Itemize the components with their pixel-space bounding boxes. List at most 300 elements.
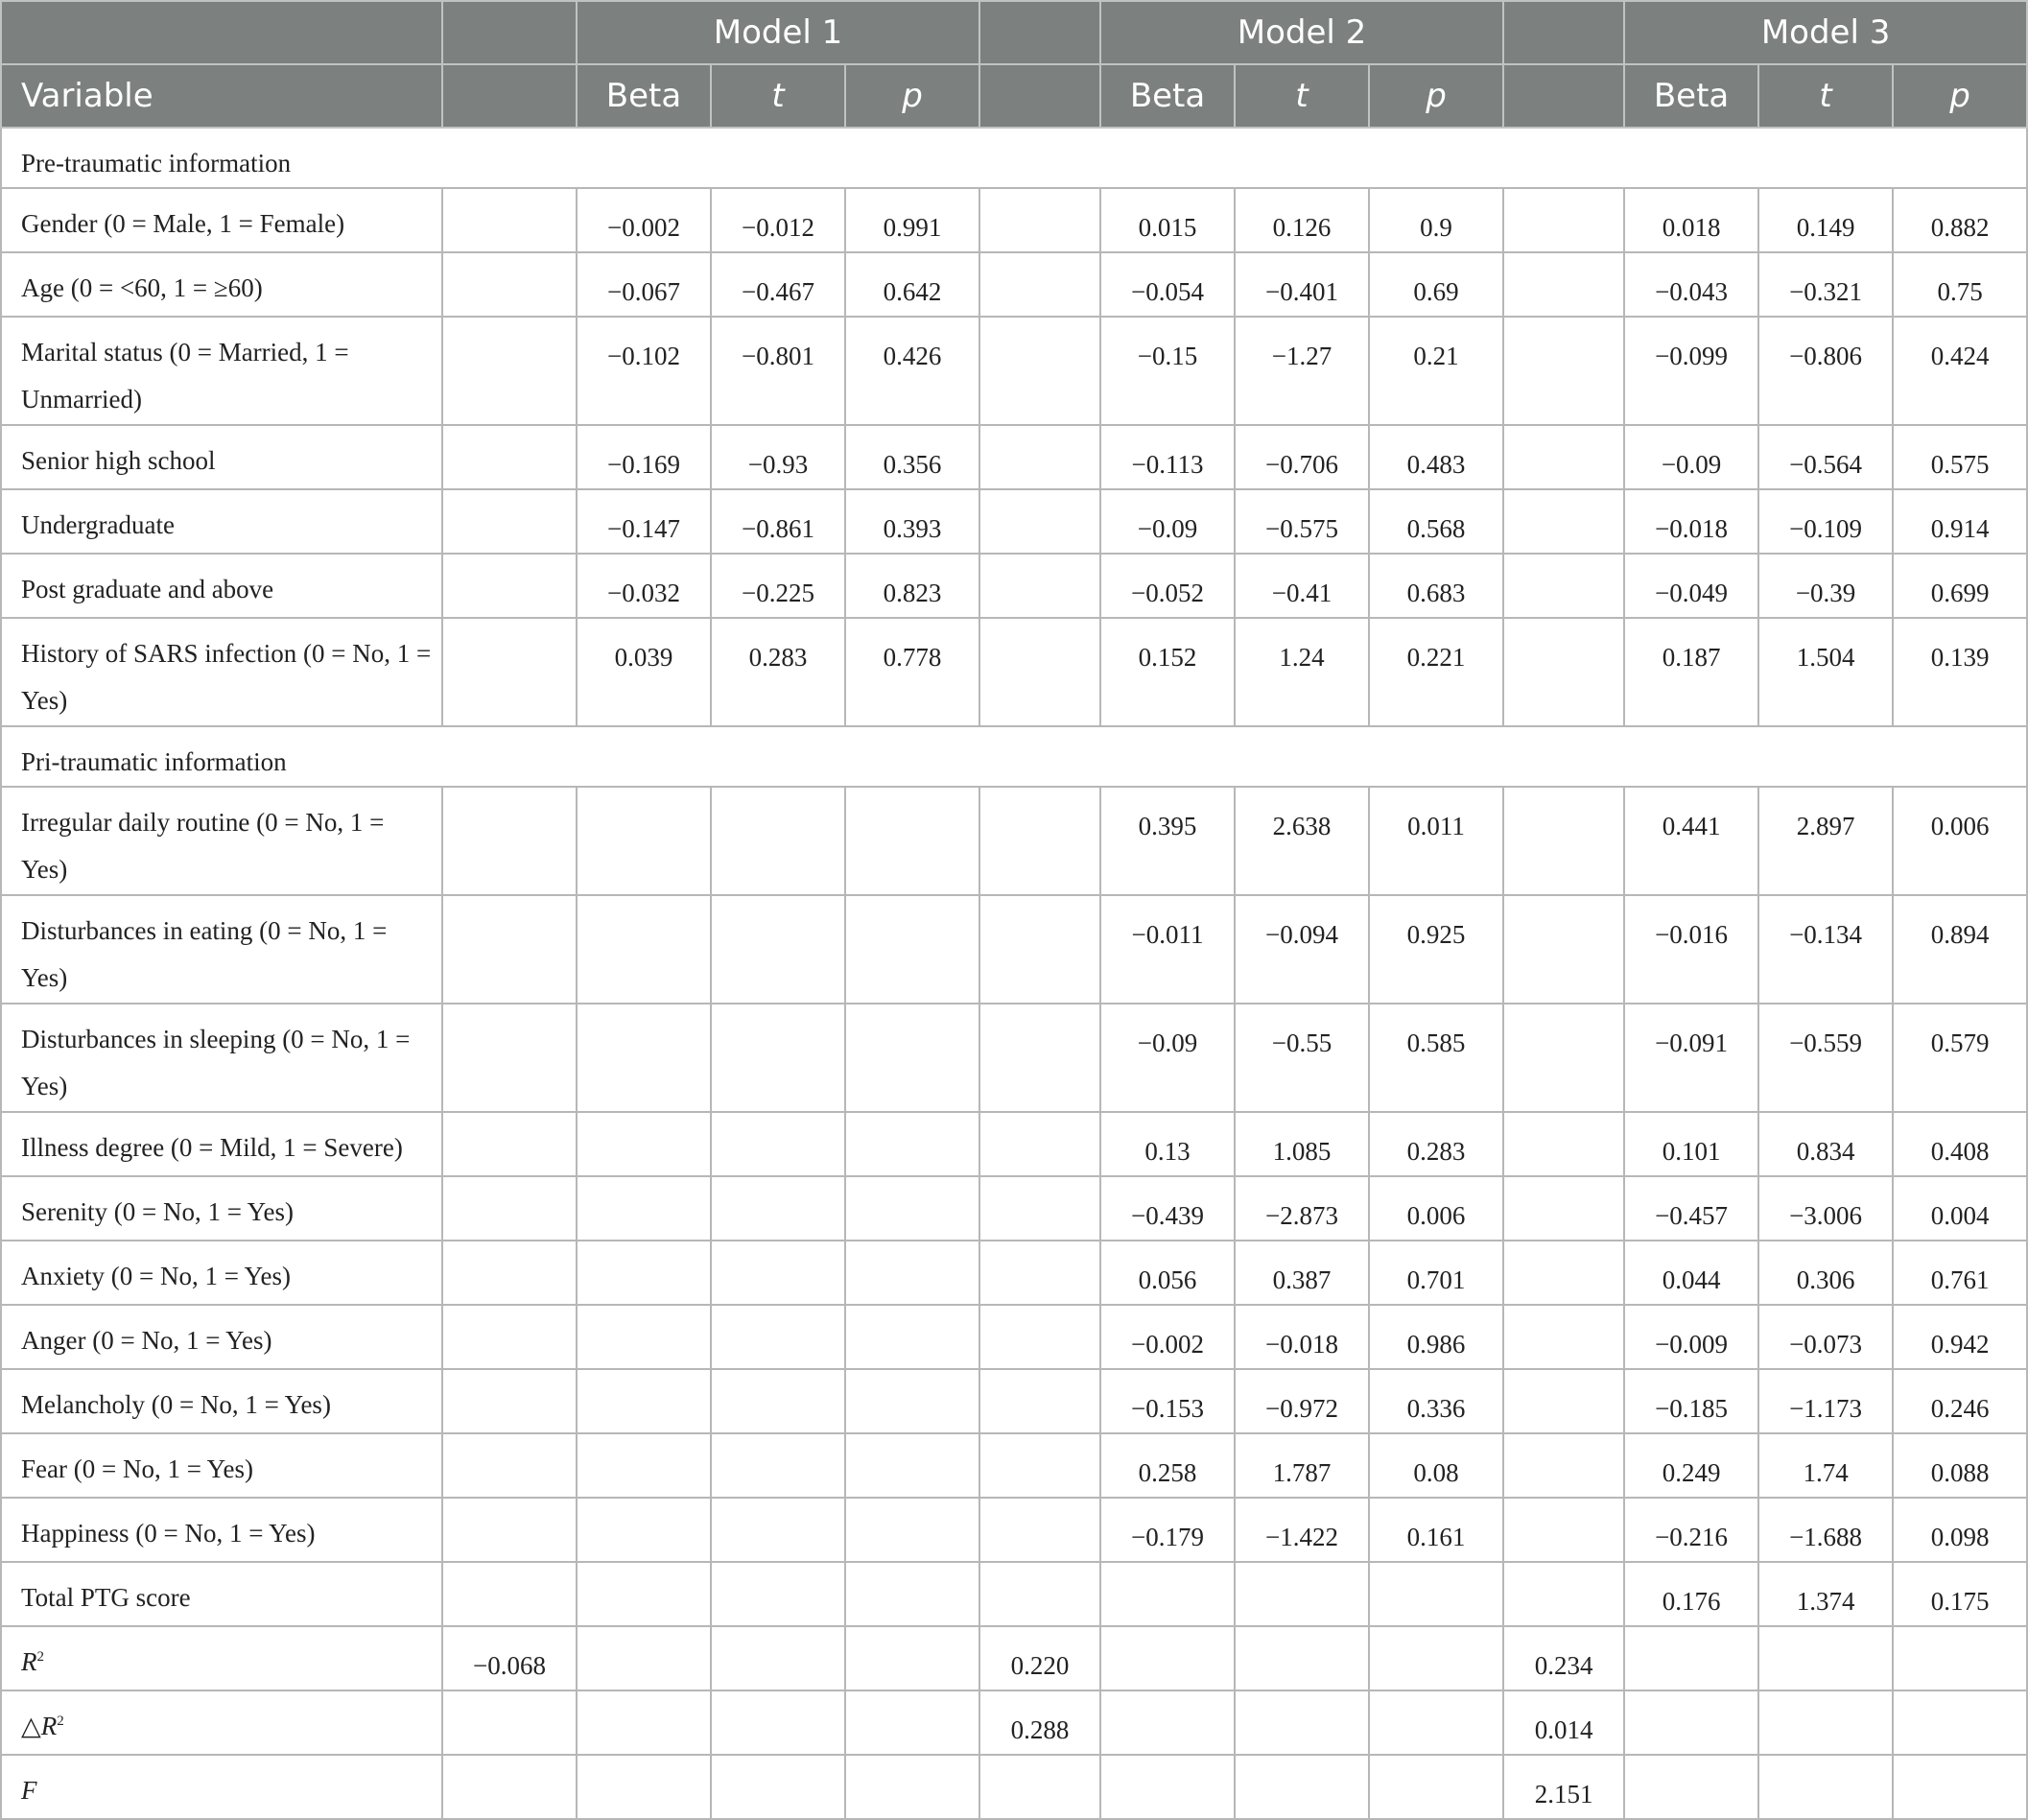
table-row (1, 1562, 2027, 1626)
table-row (1, 1369, 2027, 1433)
stat-value: 0.234 (1503, 1626, 1624, 1690)
m2-beta-value: 0.13 (1100, 1112, 1235, 1176)
m1-t-value (711, 1004, 845, 1112)
m3-t-value: 1.374 (1758, 1562, 1893, 1626)
section-pri-traumatic: Pri-traumatic information (1, 726, 2027, 787)
summary-cell (442, 1176, 577, 1241)
m1-beta-value (577, 1112, 711, 1176)
m1-beta-value (577, 895, 711, 1004)
m1-t-value (711, 1498, 845, 1562)
empty-cell (711, 1626, 845, 1690)
m1-p-value: 0.393 (845, 489, 979, 554)
stat-label (1, 1690, 442, 1755)
m2-t-value: −0.55 (1235, 1004, 1369, 1112)
summary-cell (979, 1176, 1100, 1241)
m3-beta-value: −0.009 (1624, 1305, 1758, 1369)
m2-t-value: −0.41 (1235, 554, 1369, 618)
summary-cell (979, 317, 1100, 425)
m1-t-value (711, 1433, 845, 1498)
m1-beta-value (577, 1241, 711, 1305)
m2-beta-value: −0.113 (1100, 425, 1235, 489)
empty-cell (1624, 1755, 1758, 1819)
variable-header: Variable (1, 64, 442, 128)
variable-label: Serenity (0 = No, 1 = Yes) (1, 1176, 442, 1241)
m1-p-value (845, 1433, 979, 1498)
empty-cell (845, 1690, 979, 1755)
table-row (1, 489, 2027, 554)
m1-p-value (845, 787, 979, 895)
variable-label: Illness degree (0 = Mild, 1 = Severe) (1, 1112, 442, 1176)
stat-label (1, 1626, 442, 1690)
m2-t-header: t (1235, 64, 1369, 128)
m1-p-header: p (845, 64, 979, 128)
m1-beta-value (577, 1176, 711, 1241)
empty-cell (577, 1690, 711, 1755)
empty-cell (1369, 1755, 1503, 1819)
stat-label-triangle: △ (21, 1712, 41, 1740)
m2-t-value: 1.787 (1235, 1433, 1369, 1498)
empty-cell (1369, 1626, 1503, 1690)
summary-cell (442, 425, 577, 489)
summary-cell (979, 895, 1100, 1004)
summary-cell (1503, 1369, 1624, 1433)
summary-cell (442, 489, 577, 554)
variable-label: Happiness (0 = No, 1 = Yes) (1, 1498, 442, 1562)
summary-cell (979, 1498, 1100, 1562)
summary-cell (979, 618, 1100, 726)
m1-beta-value (577, 1433, 711, 1498)
empty-cell (1758, 1626, 1893, 1690)
summary-cell (1503, 1004, 1624, 1112)
summary-cell (1503, 895, 1624, 1004)
column-header-row (1, 64, 2027, 128)
summary-cell (1503, 787, 1624, 895)
m2-p-value: 0.161 (1369, 1498, 1503, 1562)
m2-beta-value: −0.09 (1100, 1004, 1235, 1112)
summary-cell (979, 787, 1100, 895)
m2-t-value: 1.085 (1235, 1112, 1369, 1176)
m3-t-value: −1.688 (1758, 1498, 1893, 1562)
summary-cell (979, 425, 1100, 489)
m2-p-value: 0.08 (1369, 1433, 1503, 1498)
empty-cell (845, 1626, 979, 1690)
m1-t-value (711, 1369, 845, 1433)
m2-beta-value: −0.09 (1100, 489, 1235, 554)
m2-t-value: −1.27 (1235, 317, 1369, 425)
m1-beta-value: −0.147 (577, 489, 711, 554)
m2-t-value: −0.972 (1235, 1369, 1369, 1433)
m2-p-value: 0.986 (1369, 1305, 1503, 1369)
m3-p-value: 0.006 (1893, 787, 2027, 895)
summary-cell (442, 554, 577, 618)
summary-cell (442, 1241, 577, 1305)
m1-p-value: 0.356 (845, 425, 979, 489)
summary-cell (979, 1369, 1100, 1433)
m3-beta-value: 0.101 (1624, 1112, 1758, 1176)
empty-cell (711, 1755, 845, 1819)
m3-p-value: 0.004 (1893, 1176, 2027, 1241)
summary-cell (442, 188, 577, 252)
m1-beta-value (577, 1305, 711, 1369)
m1-p-value: 0.778 (845, 618, 979, 726)
variable-label: Gender (0 = Male, 1 = Female) (1, 188, 442, 252)
summary-cell (979, 1112, 1100, 1176)
stat-value: 0.014 (1503, 1690, 1624, 1755)
summary-cell (1503, 1112, 1624, 1176)
m3-beta-value: −0.018 (1624, 489, 1758, 554)
model3-header: Model 3 (1624, 1, 2027, 64)
m1-beta-value (577, 1562, 711, 1626)
variable-label: Melancholy (0 = No, 1 = Yes) (1, 1369, 442, 1433)
variable-label: Fear (0 = No, 1 = Yes) (1, 1433, 442, 1498)
summary-cell (979, 1241, 1100, 1305)
m3-beta-value: 0.176 (1624, 1562, 1758, 1626)
m3-p-value: 0.579 (1893, 1004, 2027, 1112)
empty-cell (442, 1690, 577, 1755)
stat-label-letter: F (21, 1776, 37, 1805)
m3-beta-value: −0.099 (1624, 317, 1758, 425)
m2-beta-value: −0.052 (1100, 554, 1235, 618)
stat-value: 2.151 (1503, 1755, 1624, 1819)
m3-p-value: 0.424 (1893, 317, 2027, 425)
m1-p-value (845, 1369, 979, 1433)
model2-header: Model 2 (1100, 1, 1503, 64)
m2-t-value: −0.401 (1235, 252, 1369, 317)
empty-cell (1758, 1755, 1893, 1819)
empty-cell (1100, 1755, 1235, 1819)
table-row (1, 1112, 2027, 1176)
m3-t-header: t (1758, 64, 1893, 128)
m3-p-value: 0.246 (1893, 1369, 2027, 1433)
empty-cell (577, 1626, 711, 1690)
variable-label: History of SARS infection (0 = No, 1 = Yes) (1, 618, 442, 726)
m3-beta-value: 0.018 (1624, 188, 1758, 252)
m1-t-value: 0.283 (711, 618, 845, 726)
m2-t-value: 0.126 (1235, 188, 1369, 252)
m1-beta-value (577, 787, 711, 895)
m1-t-value (711, 787, 845, 895)
m1-t-value: −0.467 (711, 252, 845, 317)
m2-p-value: 0.483 (1369, 425, 1503, 489)
m2-t-value: 1.24 (1235, 618, 1369, 726)
m2-p-value: 0.006 (1369, 1176, 1503, 1241)
m1-beta-value: −0.102 (577, 317, 711, 425)
m1-beta-value (577, 1498, 711, 1562)
m3-p-value: 0.761 (1893, 1241, 2027, 1305)
m2-t-value: −0.575 (1235, 489, 1369, 554)
table-row (1, 895, 2027, 1004)
summary-cell (1503, 618, 1624, 726)
m1-p-value: 0.823 (845, 554, 979, 618)
table-row (1, 787, 2027, 895)
m3-beta-value: 0.044 (1624, 1241, 1758, 1305)
m3-p-value: 0.942 (1893, 1305, 2027, 1369)
m3-beta-value: 0.187 (1624, 618, 1758, 726)
m2-p-header: p (1369, 64, 1503, 128)
summary-cell (1503, 1241, 1624, 1305)
m1-p-value (845, 1241, 979, 1305)
m1-beta-value: −0.032 (577, 554, 711, 618)
empty-cell (1758, 1690, 1893, 1755)
summary-cell (1503, 1433, 1624, 1498)
table-row (1, 1241, 2027, 1305)
m3-p-value: 0.75 (1893, 252, 2027, 317)
m3-t-value: −0.564 (1758, 425, 1893, 489)
empty-cell (1100, 1626, 1235, 1690)
stat-value: 0.220 (979, 1626, 1100, 1690)
m2-beta-value: −0.179 (1100, 1498, 1235, 1562)
m3-t-value: −0.109 (1758, 489, 1893, 554)
m3-p-value: 0.914 (1893, 489, 2027, 554)
m3-t-value: 0.306 (1758, 1241, 1893, 1305)
m2-p-value: 0.283 (1369, 1112, 1503, 1176)
m2-p-value: 0.9 (1369, 188, 1503, 252)
summary-cell (1503, 1498, 1624, 1562)
m2-p-value (1369, 1562, 1503, 1626)
stat-label-letter: R (40, 1712, 58, 1740)
summary-cell (442, 787, 577, 895)
summary-cell (979, 252, 1100, 317)
m3-beta-header: Beta (1624, 64, 1758, 128)
empty-cell (979, 1755, 1100, 1819)
m3-t-value: −0.321 (1758, 252, 1893, 317)
empty-cell (1624, 1690, 1758, 1755)
empty-cell (1235, 1690, 1369, 1755)
section-pre-traumatic: Pre-traumatic information (1, 128, 2027, 188)
m3-p-value: 0.088 (1893, 1433, 2027, 1498)
m1-t-value: −0.012 (711, 188, 845, 252)
m1-p-value (845, 1562, 979, 1626)
m2-p-value: 0.683 (1369, 554, 1503, 618)
variable-label: Total PTG score (1, 1562, 442, 1626)
m2-t-value: 0.387 (1235, 1241, 1369, 1305)
empty-cell (1893, 1755, 2027, 1819)
m2-t-value: 2.638 (1235, 787, 1369, 895)
summary-cell (1503, 489, 1624, 554)
summary-cell (1503, 1305, 1624, 1369)
table-row (1, 252, 2027, 317)
variable-label: Anger (0 = No, 1 = Yes) (1, 1305, 442, 1369)
empty-cell (1369, 1690, 1503, 1755)
variable-label: Undergraduate (1, 489, 442, 554)
summary-cell (979, 554, 1100, 618)
empty-cell (711, 1690, 845, 1755)
empty-cell (442, 1755, 577, 1819)
summary-cell (1503, 252, 1624, 317)
m2-p-value: 0.21 (1369, 317, 1503, 425)
table-row (1, 1433, 2027, 1498)
m2-beta-value: 0.258 (1100, 1433, 1235, 1498)
variable-label: Marital status (0 = Married, 1 = Unmarried) (1, 317, 442, 425)
summary-cell (442, 1305, 577, 1369)
m1-beta-value: −0.067 (577, 252, 711, 317)
summary-cell (442, 1112, 577, 1176)
table-row (1, 1498, 2027, 1562)
m3-t-value: −1.173 (1758, 1369, 1893, 1433)
empty-cell (1235, 1626, 1369, 1690)
summary-cell (442, 252, 577, 317)
m1-t-value (711, 1305, 845, 1369)
m1-t-value (711, 895, 845, 1004)
section-row (1, 726, 2027, 787)
m1-p-value (845, 1004, 979, 1112)
stat-label-sup: 2 (36, 1649, 44, 1665)
m1-beta-value (577, 1369, 711, 1433)
m2-beta-value (1100, 1562, 1235, 1626)
r-squared-row (1, 1626, 2027, 1690)
summary-cell (1503, 317, 1624, 425)
m2-beta-header: Beta (1100, 64, 1235, 128)
m1-t-value: −0.861 (711, 489, 845, 554)
summary-cell (442, 1498, 577, 1562)
m2-beta-value: 0.015 (1100, 188, 1235, 252)
m1-beta-value: −0.002 (577, 188, 711, 252)
summary-cell (1503, 188, 1624, 252)
m3-t-value: 2.897 (1758, 787, 1893, 895)
empty-cell (1624, 1626, 1758, 1690)
m2-t-value: −0.018 (1235, 1305, 1369, 1369)
m1-t-value (711, 1562, 845, 1626)
summary-cell (442, 1369, 577, 1433)
m2-beta-value: −0.002 (1100, 1305, 1235, 1369)
stat-label-sup: 2 (57, 1714, 64, 1729)
m3-beta-value: −0.091 (1624, 1004, 1758, 1112)
summary-cell (442, 895, 577, 1004)
table-row (1, 188, 2027, 252)
empty-cell (845, 1755, 979, 1819)
m3-beta-value: −0.09 (1624, 425, 1758, 489)
m1-p-value: 0.426 (845, 317, 979, 425)
m3-t-value: −0.39 (1758, 554, 1893, 618)
m3-beta-value: 0.249 (1624, 1433, 1758, 1498)
m2-t-value: −2.873 (1235, 1176, 1369, 1241)
m3-p-value: 0.175 (1893, 1562, 2027, 1626)
m3-t-value: −0.559 (1758, 1004, 1893, 1112)
variable-label: Anxiety (0 = No, 1 = Yes) (1, 1241, 442, 1305)
m1-t-value: −0.801 (711, 317, 845, 425)
m3-beta-value: −0.043 (1624, 252, 1758, 317)
model1-header: Model 1 (577, 1, 979, 64)
variable-label: Age (0 = <60, 1 = ≥60) (1, 252, 442, 317)
empty-cell (1235, 1755, 1369, 1819)
m1-t-value: −0.93 (711, 425, 845, 489)
m3-t-value: −0.134 (1758, 895, 1893, 1004)
summary-cell (979, 489, 1100, 554)
m3-p-value: 0.699 (1893, 554, 2027, 618)
summary-cell (979, 1562, 1100, 1626)
m3-p-value: 0.139 (1893, 618, 2027, 726)
m3-t-value: 1.504 (1758, 618, 1893, 726)
m1-t-value (711, 1176, 845, 1241)
table-row (1, 618, 2027, 726)
table-row (1, 1176, 2027, 1241)
table-row (1, 317, 2027, 425)
empty-cell (1893, 1690, 2027, 1755)
m2-t-value: −1.422 (1235, 1498, 1369, 1562)
empty-cell (1893, 1626, 2027, 1690)
m1-t-value: −0.225 (711, 554, 845, 618)
m1-beta-header: Beta (577, 64, 711, 128)
m2-p-value: 0.585 (1369, 1004, 1503, 1112)
m1-p-value (845, 1176, 979, 1241)
m3-t-value: 1.74 (1758, 1433, 1893, 1498)
m1-p-value (845, 1112, 979, 1176)
m2-p-value: 0.568 (1369, 489, 1503, 554)
m2-beta-value: −0.15 (1100, 317, 1235, 425)
empty-cell (1100, 1690, 1235, 1755)
variable-label: Disturbances in eating (0 = No, 1 = Yes) (1, 895, 442, 1004)
m2-beta-value: 0.395 (1100, 787, 1235, 895)
summary-cell (442, 618, 577, 726)
variable-label: Senior high school (1, 425, 442, 489)
m2-t-value (1235, 1562, 1369, 1626)
summary-cell (1503, 554, 1624, 618)
m3-p-value: 0.882 (1893, 188, 2027, 252)
variable-label: Disturbances in sleeping (0 = No, 1 = Yes) (1, 1004, 442, 1112)
m2-p-value: 0.925 (1369, 895, 1503, 1004)
m1-p-value (845, 895, 979, 1004)
table-row (1, 425, 2027, 489)
m2-p-value: 0.011 (1369, 787, 1503, 895)
m3-beta-value: −0.185 (1624, 1369, 1758, 1433)
model-header-row (1, 1, 2027, 64)
delta-r-squared-row (1, 1690, 2027, 1755)
m2-p-value: 0.221 (1369, 618, 1503, 726)
summary-cell (979, 188, 1100, 252)
f-statistic-row (1, 1755, 2027, 1819)
m3-p-value: 0.098 (1893, 1498, 2027, 1562)
table-row (1, 554, 2027, 618)
m1-t-value (711, 1112, 845, 1176)
m1-beta-value (577, 1004, 711, 1112)
summary-cell (979, 1004, 1100, 1112)
variable-label: Irregular daily routine (0 = No, 1 = Yes) (1, 787, 442, 895)
m2-beta-value: 0.152 (1100, 618, 1235, 726)
m2-beta-value: −0.011 (1100, 895, 1235, 1004)
m3-beta-value: −0.216 (1624, 1498, 1758, 1562)
m1-p-value: 0.991 (845, 188, 979, 252)
m2-beta-value: −0.439 (1100, 1176, 1235, 1241)
m2-beta-value: −0.054 (1100, 252, 1235, 317)
m3-beta-value: −0.457 (1624, 1176, 1758, 1241)
summary-cell (442, 1004, 577, 1112)
m2-p-value: 0.69 (1369, 252, 1503, 317)
summary-cell (979, 1305, 1100, 1369)
summary-cell (1503, 425, 1624, 489)
m3-beta-value: −0.016 (1624, 895, 1758, 1004)
stat-label (1, 1755, 442, 1819)
summary-cell (1503, 1176, 1624, 1241)
m3-t-value: −0.073 (1758, 1305, 1893, 1369)
m3-t-value: 0.149 (1758, 188, 1893, 252)
m2-t-value: −0.094 (1235, 895, 1369, 1004)
m3-p-value: 0.894 (1893, 895, 2027, 1004)
variable-label: Post graduate and above (1, 554, 442, 618)
m3-beta-value: −0.049 (1624, 554, 1758, 618)
m2-p-value: 0.701 (1369, 1241, 1503, 1305)
m2-beta-value: −0.153 (1100, 1369, 1235, 1433)
m1-t-header: t (711, 64, 845, 128)
empty-cell (577, 1755, 711, 1819)
m2-p-value: 0.336 (1369, 1369, 1503, 1433)
m1-p-value: 0.642 (845, 252, 979, 317)
m3-t-value: −3.006 (1758, 1176, 1893, 1241)
stat-value: 0.288 (979, 1690, 1100, 1755)
m1-beta-value: −0.169 (577, 425, 711, 489)
table-row (1, 1004, 2027, 1112)
m1-beta-value: 0.039 (577, 618, 711, 726)
stat-value: −0.068 (442, 1626, 577, 1690)
